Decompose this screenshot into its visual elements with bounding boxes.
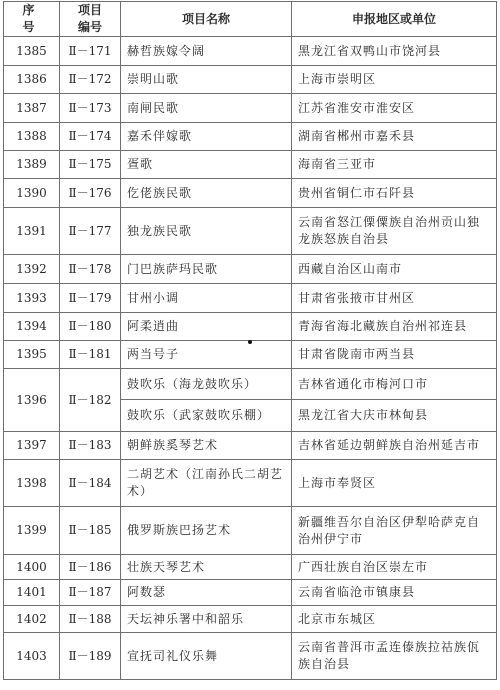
header-seq: 序 号 bbox=[4, 2, 60, 37]
table-row bbox=[4, 179, 497, 208]
table-body bbox=[4, 37, 497, 680]
table-row bbox=[4, 555, 497, 580]
cell-region: 吉林省延边朝鲜族自治州延吉市 bbox=[292, 432, 497, 460]
cell-seq: 1395 bbox=[4, 341, 60, 369]
header-region: 申报地区或单位 bbox=[292, 2, 497, 37]
cell-project-name: 崇明山歌 bbox=[121, 66, 292, 94]
table-row bbox=[4, 94, 497, 123]
cell-project-name: 鼓吹乐（海龙鼓吹乐） bbox=[121, 369, 292, 400]
cell-seq: 1393 bbox=[4, 284, 60, 313]
cell-seq: 1397 bbox=[4, 432, 60, 460]
table-row bbox=[4, 255, 497, 284]
table-row bbox=[4, 37, 497, 66]
cell-seq: 1401 bbox=[4, 580, 60, 606]
cell-seq: 1385 bbox=[4, 37, 60, 66]
table-row bbox=[4, 460, 497, 507]
table-row bbox=[4, 66, 497, 94]
header-code-line1: 项目 bbox=[77, 3, 102, 17]
cell-region: 西藏自治区山南市 bbox=[292, 255, 497, 284]
cell-region: 吉林省通化市梅河口市 bbox=[292, 369, 497, 400]
cell-code: Ⅱ－175 bbox=[60, 151, 121, 179]
cell-project-name: 两当号子 bbox=[121, 341, 292, 369]
cell-region: 北京市东城区 bbox=[292, 606, 497, 633]
cell-region: 上海市奉贤区 bbox=[292, 460, 497, 507]
cell-project-name: 阿数瑟 bbox=[121, 580, 292, 606]
cell-seq: 1394 bbox=[4, 313, 60, 341]
cell-code: Ⅱ－187 bbox=[60, 580, 121, 606]
cell-region: 黑龙江省双鸭山市饶河县 bbox=[292, 37, 497, 66]
cell-project-name: 疍歌 bbox=[121, 151, 292, 179]
cell-seq: 1391 bbox=[4, 208, 60, 255]
cell-code: Ⅱ－171 bbox=[60, 37, 121, 66]
cell-seq: 1388 bbox=[4, 123, 60, 151]
cell-region: 云南省怒江傈僳族自治州贡山独龙族怒族自治县 bbox=[292, 208, 497, 255]
cell-seq: 1396 bbox=[4, 369, 60, 432]
cell-code: Ⅱ－181 bbox=[60, 341, 121, 369]
header-code bbox=[60, 2, 121, 37]
cell-seq: 1386 bbox=[4, 66, 60, 94]
cell-code: Ⅱ－177 bbox=[60, 208, 121, 255]
cell-code: Ⅱ－183 bbox=[60, 432, 121, 460]
cell-region: 江苏省淮安市淮安区 bbox=[292, 94, 497, 123]
table-row bbox=[4, 369, 497, 400]
cell-region: 青海省海北藏族自治州祁连县 bbox=[292, 313, 497, 341]
cell-region: 上海市崇明区 bbox=[292, 66, 497, 94]
cell-region: 云南省普洱市孟连傣族拉祜族佤族自治县 bbox=[292, 633, 497, 680]
cell-code: Ⅱ－184 bbox=[60, 460, 121, 507]
cell-code: Ⅱ－179 bbox=[60, 284, 121, 313]
cell-region: 广西壮族自治区崇左市 bbox=[292, 555, 497, 580]
table-row bbox=[4, 313, 497, 341]
cell-code: Ⅱ－189 bbox=[60, 633, 121, 680]
cell-region: 海南省三亚市 bbox=[292, 151, 497, 179]
cell-seq: 1398 bbox=[4, 460, 60, 507]
table-row bbox=[4, 432, 497, 460]
cell-project-name: 朝鲜族奚琴艺术 bbox=[121, 432, 292, 460]
cell-project-name: 甘州小调 bbox=[121, 284, 292, 313]
cell-project-name: 俄罗斯族巴扬艺术 bbox=[121, 507, 292, 555]
cell-seq: 1399 bbox=[4, 507, 60, 555]
cell-region: 甘肃省张掖市甘州区 bbox=[292, 284, 497, 313]
cell-code: Ⅱ－174 bbox=[60, 123, 121, 151]
cell-seq: 1390 bbox=[4, 179, 60, 208]
cell-seq: 1400 bbox=[4, 555, 60, 580]
cell-seq: 1389 bbox=[4, 151, 60, 179]
cell-code: Ⅱ－178 bbox=[60, 255, 121, 284]
table-row bbox=[4, 151, 497, 179]
cell-project-name: 赫哲族嫁令阔 bbox=[121, 37, 292, 66]
header-row bbox=[4, 2, 497, 37]
table-header bbox=[4, 2, 497, 37]
cell-project-name: 二胡艺术（江南孙氏二胡艺术） bbox=[121, 460, 292, 507]
cell-project-name: 天坛神乐署中和韶乐 bbox=[121, 606, 292, 633]
table-row bbox=[4, 507, 497, 555]
cell-project-name: 宣抚司礼仪乐舞 bbox=[121, 633, 292, 680]
cell-code: Ⅱ－188 bbox=[60, 606, 121, 633]
stray-dot bbox=[248, 340, 252, 344]
cell-region: 新疆维吾尔自治区伊犁哈萨克自治州伊宁市 bbox=[292, 507, 497, 555]
header-code-line2: 编号 bbox=[77, 20, 102, 34]
cell-seq: 1392 bbox=[4, 255, 60, 284]
cell-project-name: 独龙族民歌 bbox=[121, 208, 292, 255]
cell-region: 湖南省郴州市嘉禾县 bbox=[292, 123, 497, 151]
table-row bbox=[4, 341, 497, 369]
cell-project-name: 仡佬族民歌 bbox=[121, 179, 292, 208]
cell-project-name: 南闸民歌 bbox=[121, 94, 292, 123]
table-row bbox=[4, 284, 497, 313]
cell-seq: 1403 bbox=[4, 633, 60, 680]
header-name: 项目名称 bbox=[121, 2, 292, 37]
cell-region: 贵州省铜仁市石阡县 bbox=[292, 179, 497, 208]
cell-project-name: 门巴族萨玛民歌 bbox=[121, 255, 292, 284]
cell-project-name: 鼓吹乐（武家鼓吹乐棚） bbox=[121, 400, 292, 432]
table-row bbox=[4, 633, 497, 680]
cell-code: Ⅱ－182 bbox=[60, 369, 121, 432]
cell-project-name: 嘉禾伴嫁歌 bbox=[121, 123, 292, 151]
cell-region: 甘肃省陇南市两当县 bbox=[292, 341, 497, 369]
cell-seq: 1387 bbox=[4, 94, 60, 123]
cell-seq: 1402 bbox=[4, 606, 60, 633]
cell-code: Ⅱ－185 bbox=[60, 507, 121, 555]
cell-code: Ⅱ－186 bbox=[60, 555, 121, 580]
cell-code: Ⅱ－173 bbox=[60, 94, 121, 123]
table-row bbox=[4, 606, 497, 633]
table-row bbox=[4, 123, 497, 151]
cell-code: Ⅱ－180 bbox=[60, 313, 121, 341]
table-row bbox=[4, 580, 497, 606]
cell-region: 云南省临沧市镇康县 bbox=[292, 580, 497, 606]
cell-project-name: 阿柔逍曲 bbox=[121, 313, 292, 341]
cell-code: Ⅱ－172 bbox=[60, 66, 121, 94]
cell-code: Ⅱ－176 bbox=[60, 179, 121, 208]
cell-project-name: 壮族天琴艺术 bbox=[121, 555, 292, 580]
table-row bbox=[4, 208, 497, 255]
cell-region: 黑龙江省大庆市林甸县 bbox=[292, 400, 497, 432]
